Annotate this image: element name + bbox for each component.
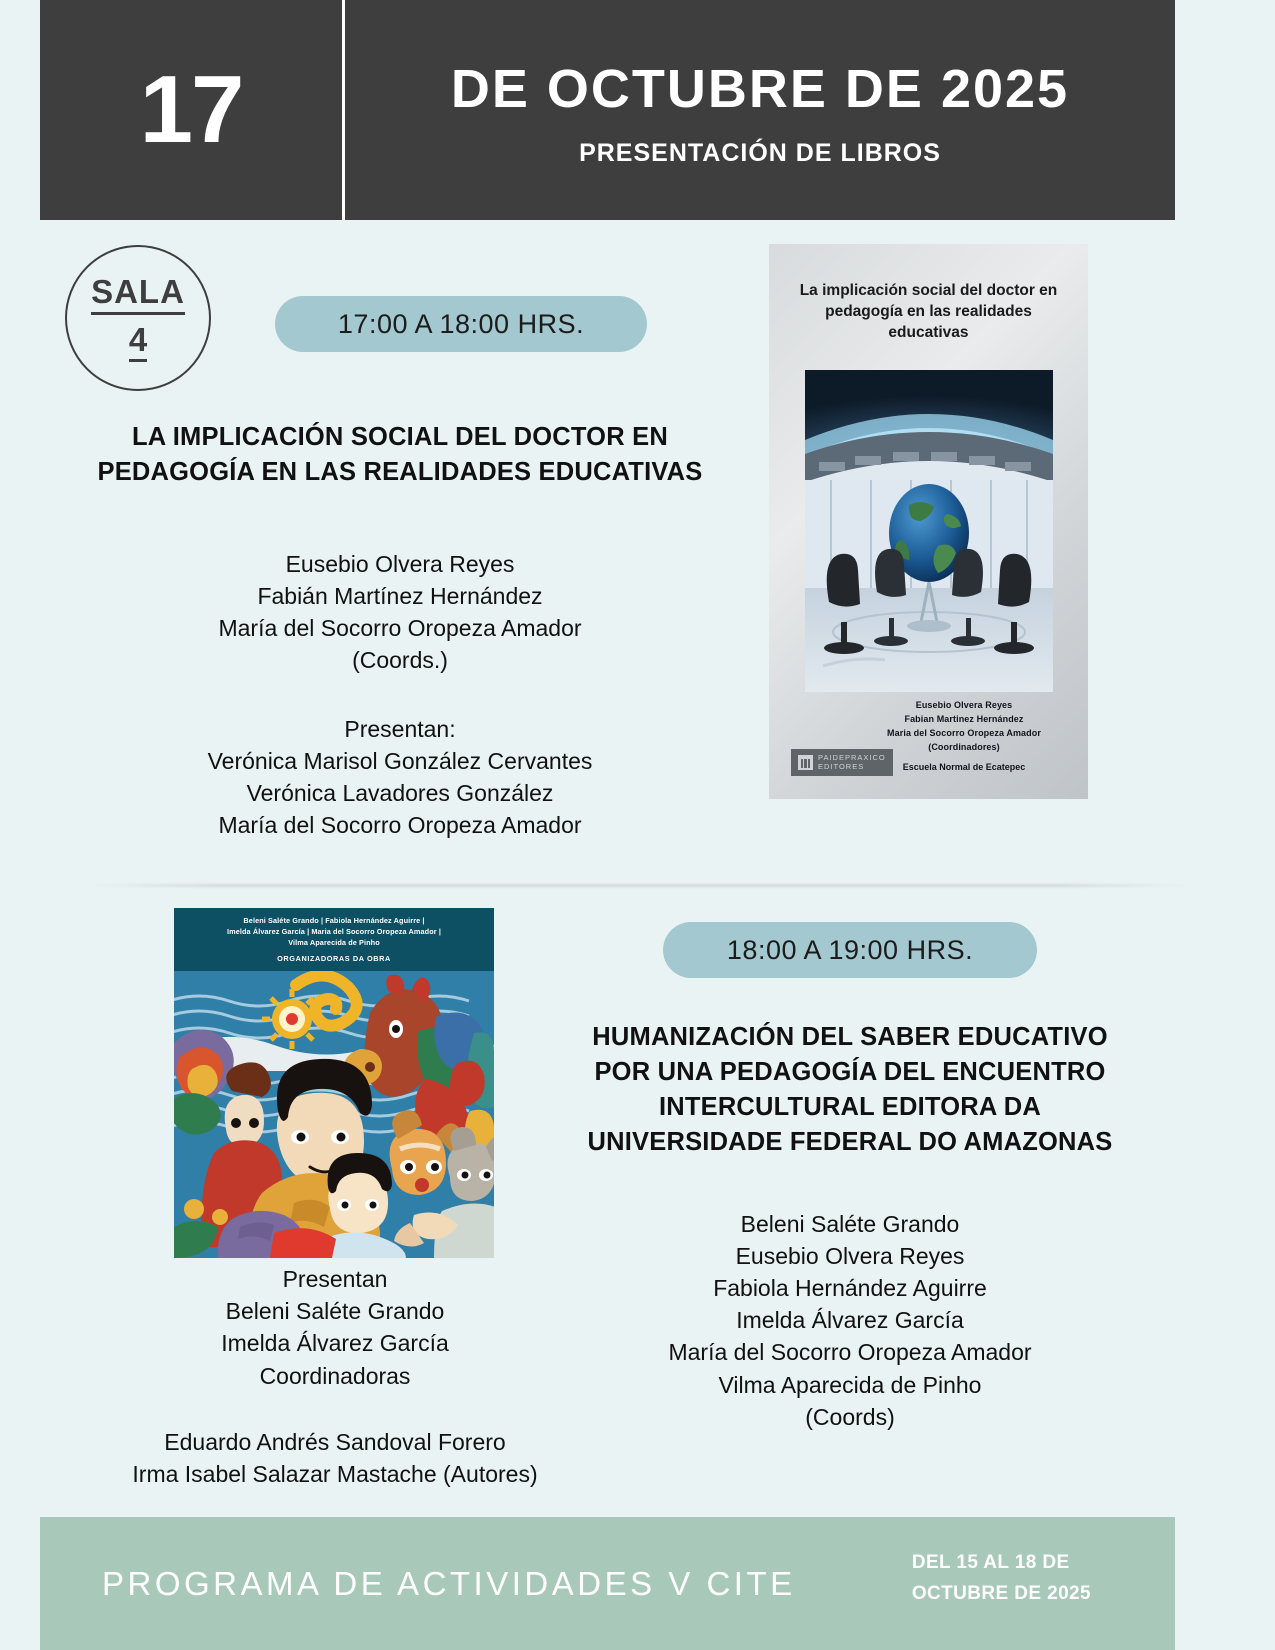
session-2-title-line-3: INTERCULTURAL EDITORA DA <box>658 1092 1042 1121</box>
room-badge <box>65 245 211 391</box>
session-1-presenters-label: Presentan: <box>344 715 456 742</box>
list-item: Beleni Saléte Grando | Fabiola Hernández Aguirre | <box>243 916 425 925</box>
session-1-time-pill <box>275 296 647 352</box>
list-item: Fabian Martinez Hernández <box>904 713 1024 724</box>
book-cover-2 <box>174 908 494 1258</box>
header-day-block <box>40 0 345 220</box>
list-item: Vilma Aparecida de Pinho <box>288 937 380 947</box>
list-item: Maria del Socorro Oropeza Amador <box>887 727 1041 738</box>
book-cover-1-authors <box>854 699 1074 755</box>
header-day-number: 17 <box>139 56 243 163</box>
footer-dates <box>912 1547 1091 1610</box>
book-cover-1-artwork <box>805 370 1053 692</box>
list-item: Beleni Saléte Grando <box>740 1210 960 1237</box>
footer-dates-line-2: OCTUBRE DE 2025 <box>911 1583 1091 1605</box>
publisher-logo-icon <box>798 755 813 770</box>
session-2-title-line-2: POR UNA PEDAGOGÍA DEL ENCUENTRO <box>594 1057 1106 1086</box>
footer-bar <box>40 1517 1175 1650</box>
list-item: María del Socorro Oropeza Amador <box>668 1339 1032 1366</box>
book-cover-2-names <box>174 916 494 949</box>
publisher-line-2: EDITORES <box>818 762 865 772</box>
book-cover-2-role: ORGANIZADORAS DA OBRA <box>277 953 391 963</box>
list-item: Eusebio Olvera Reyes <box>285 550 515 577</box>
list-item: Irma Isabel Salazar Mastache (Autores) <box>132 1460 538 1487</box>
book-cover-1-publisher <box>791 749 893 776</box>
folk-art-woodcut-illustration <box>174 971 494 1258</box>
footer-program-title: PROGRAMA DE ACTIVIDADES V CITE <box>102 1564 796 1602</box>
header-subtitle: PRESENTACIÓN DE LIBROS <box>579 139 941 168</box>
book-cover-1-institution: Escuela Normal de Ecatepec <box>902 762 1026 772</box>
book-cover-1-title-line-1: La implicación social del doctor en <box>799 282 1058 299</box>
session-2-authors <box>85 1426 585 1490</box>
list-item: Verónica Lavadores González <box>246 779 554 806</box>
session-2-title <box>520 1020 1180 1160</box>
list-item: (Coords.) <box>352 647 448 674</box>
list-item: Imelda Álvarez García | Maria del Socorro Oropeza Amador | <box>227 926 441 936</box>
header-title-block <box>345 0 1175 220</box>
list-item: Verónica Marisol González Cervantes <box>207 747 593 774</box>
list-item: Coordinadoras <box>259 1362 411 1389</box>
list-item: Beleni Saléte Grando <box>225 1298 445 1325</box>
book-cover-1-title <box>791 280 1066 343</box>
list-item: Fabiola Hernández Aguirre <box>713 1275 987 1302</box>
date-header-bar <box>40 0 1175 220</box>
session-2-time-label: 18:00 A 19:00 HRS. <box>726 934 974 965</box>
list-item: (Coordinadores) <box>928 741 1000 752</box>
session-2-presenters-label: Presentan <box>282 1266 388 1292</box>
session-2-presenters <box>85 1263 585 1392</box>
book-cover-2-artwork <box>174 971 494 1258</box>
publisher-line-1: PAIDEPRAXICO <box>818 753 886 762</box>
session-1-title <box>35 420 765 490</box>
footer-dates-line-1: DEL 15 AL 18 DE <box>911 1552 1070 1573</box>
session-2-presenters-block <box>85 1263 585 1490</box>
list-item: María del Socorro Oropeza Amador <box>218 615 582 642</box>
list-item: Imelda Álvarez García <box>736 1307 964 1334</box>
header-month-year: DE OCTUBRE DE 2025 <box>450 58 1070 119</box>
list-item: Eusebio Olvera Reyes <box>915 700 1013 710</box>
session-1-title-line-1: LA IMPLICACIÓN SOCIAL DEL DOCTOR EN <box>132 423 668 451</box>
room-badge-number: 4 <box>129 322 147 362</box>
session-1-time-label: 17:00 A 18:00 HRS. <box>337 308 585 339</box>
session-1-text-block <box>35 420 765 841</box>
list-item: Vilma Aparecida de Pinho <box>718 1371 982 1398</box>
conference-room-globe-illustration <box>805 370 1053 692</box>
session-2-coordinators <box>520 1208 1180 1433</box>
book-cover-1-title-line-3: educativas <box>888 324 969 342</box>
book-cover-1 <box>769 244 1088 799</box>
session-1-title-line-2: PEDAGOGÍA EN LAS REALIDADES EDUCATIVAS <box>97 457 703 486</box>
session-1-presenters <box>35 713 765 842</box>
book-cover-1-title-line-2: pedagogía en las realidades <box>825 303 1032 321</box>
session-2-title-line-1: HUMANIZACIÓN DEL SABER EDUCATIVO <box>592 1023 1108 1051</box>
section-divider <box>88 884 1188 887</box>
session-2-time-pill <box>663 922 1037 978</box>
list-item: Imelda Álvarez García <box>221 1330 449 1357</box>
list-item: Eusebio Olvera Reyes <box>735 1242 965 1269</box>
book-cover-1-publisher-name <box>818 753 886 772</box>
list-item: María del Socorro Oropeza Amador <box>218 812 582 839</box>
list-item: Eduardo Andrés Sandoval Forero <box>164 1428 506 1455</box>
room-badge-label: SALA <box>91 274 185 315</box>
book-cover-2-header-band <box>174 908 494 971</box>
session-2-title-line-4: UNIVERSIDADE FEDERAL DO AMAZONAS <box>587 1127 1113 1156</box>
session-2-text-block <box>520 1020 1180 1433</box>
list-item: (Coords) <box>805 1403 895 1430</box>
list-item: Fabián Martínez Hernández <box>257 583 543 610</box>
session-1-coordinators <box>35 548 765 677</box>
